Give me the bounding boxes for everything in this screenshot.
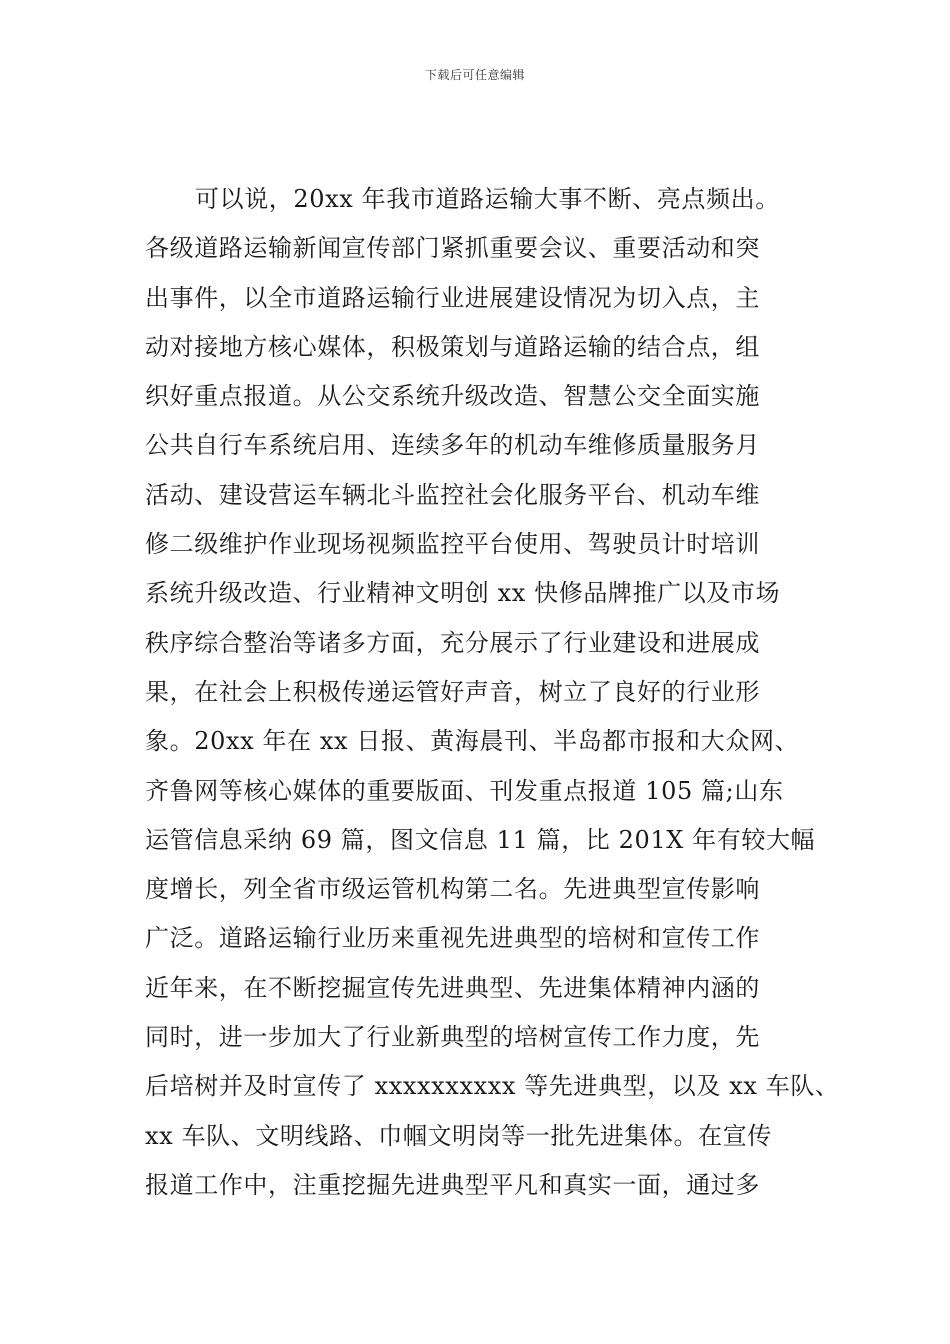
text-line: 秩序综合整治等诸多方面，充分展示了行业建设和进展成: [145, 628, 760, 657]
text-line: 运管信息采纳 69 篇，图文信息 11 篇，比 201X 年有较大幅: [145, 825, 816, 854]
text-line: 各级道路运输新闻宣传部门紧抓重要会议、重要活动和突: [145, 234, 760, 263]
text-line: xx 车队、文明线路、巾帼文明岗等一批先进集体。在宣传: [145, 1121, 772, 1150]
text-line: 报道工作中，注重挖掘先进典型平凡和真实一面，通过多: [145, 1170, 760, 1199]
text-line: 象。20xx 年在 xx 日报、黄海晨刊、半岛都市报和大众网、: [145, 727, 800, 756]
text-line: 广泛。道路运输行业历来重视先进典型的培树和宣传工作: [145, 924, 760, 953]
text-line: 同时，进一步加大了行业新典型的培树宣传工作力度，先: [145, 1023, 760, 1052]
text-line: 齐鲁网等核心媒体的重要版面、刊发重点报道 105 篇;山东: [145, 776, 784, 805]
text-line: 出事件，以全市道路运输行业进展建设情况为切入点，主: [145, 283, 760, 312]
page-header: 下载后可任意编辑: [424, 68, 525, 82]
text-line: 织好重点报道。从公交系统升级改造、智慧公交全面实施: [145, 382, 760, 411]
text-line: 度增长，列全省市级运管机构第二名。先进典型宣传影响: [145, 875, 760, 904]
text-line: 可以说，20xx 年我市道路运输大事不断、亮点频出。: [195, 185, 780, 213]
text-line: 系统升级改造、行业精神文明创 xx 快修品牌推广以及市场: [145, 579, 781, 608]
text-line: 活动、建设营运车辆北斗监控社会化服务平台、机动车维: [145, 480, 760, 509]
text-line: 修二级维护作业现场视频监控平台使用、驾驶员计时培训: [145, 530, 760, 559]
text-line: 近年来，在不断挖掘宣传先进典型、先进集体精神内涵的: [145, 973, 760, 1002]
text-line: 果，在社会上积极传递运管好声音，树立了良好的行业形: [145, 677, 760, 706]
text-line: 后培树并及时宣传了 xxxxxxxxxx 等先进典型，以及 xx 车队、: [145, 1072, 840, 1101]
text-line: 公共自行车系统启用、连续多年的机动车维修质量服务月: [145, 431, 760, 460]
text-line: 动对接地方核心媒体，积极策划与道路运输的结合点，组: [145, 332, 760, 361]
document-body: [145, 175, 840, 1210]
